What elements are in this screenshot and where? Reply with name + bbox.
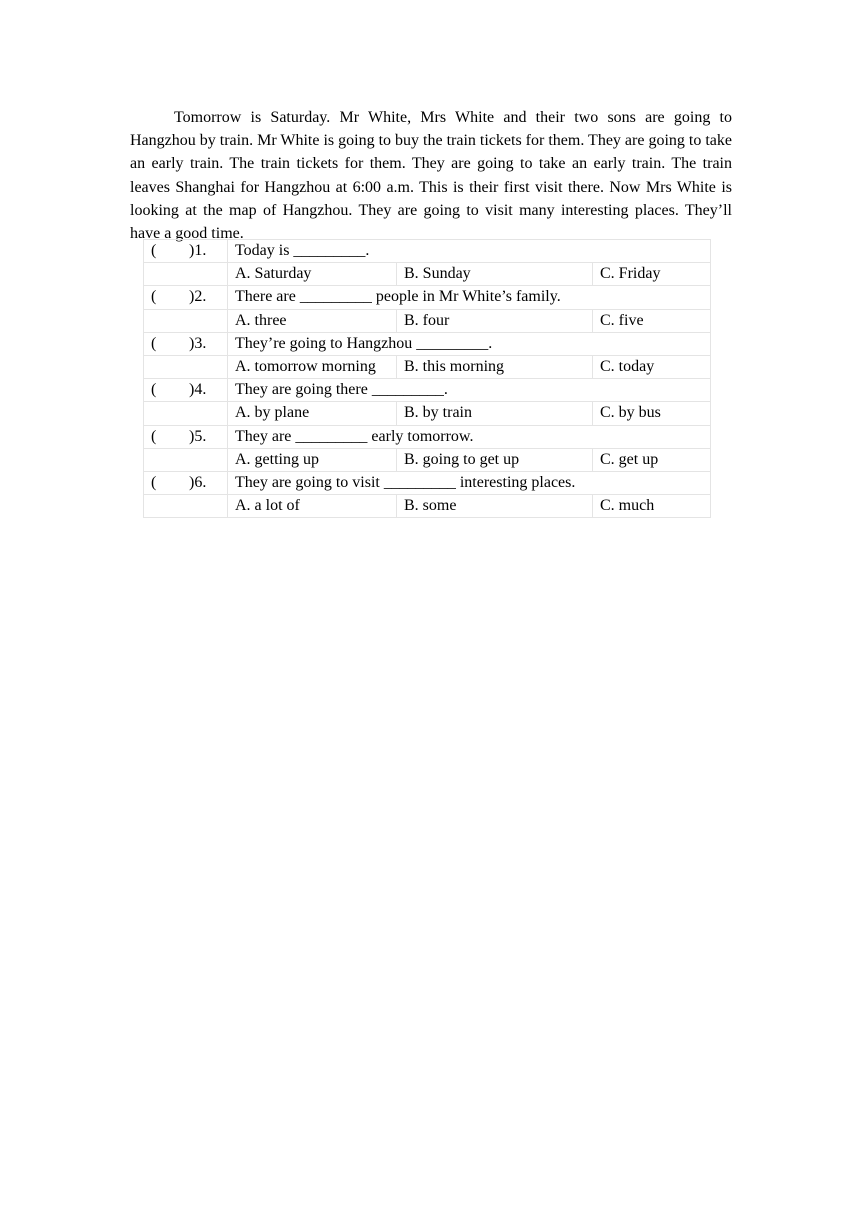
answer-paren: (: [151, 381, 157, 399]
question-number: )3.: [189, 334, 207, 352]
option-b: B. this morning: [397, 355, 593, 378]
option-a: A. tomorrow morning: [228, 355, 397, 378]
question-number: )4.: [189, 381, 207, 399]
option-b: B. four: [397, 309, 593, 332]
empty-cell: [144, 263, 228, 286]
answer-paren: (: [151, 427, 157, 445]
question-number-cell: [144, 425, 228, 448]
option-a: A. getting up: [228, 448, 397, 471]
question-row: [144, 379, 711, 402]
question-number: )5.: [189, 427, 207, 445]
options-row: [144, 402, 711, 425]
option-c: C. by bus: [593, 402, 711, 425]
answer-paren: (: [151, 242, 157, 260]
question-number: )1.: [189, 242, 207, 260]
option-a: A. a lot of: [228, 495, 397, 518]
question-number-cell: [144, 471, 228, 494]
options-row: [144, 263, 711, 286]
option-b: B. going to get up: [397, 448, 593, 471]
empty-cell: [144, 402, 228, 425]
option-a: A. three: [228, 309, 397, 332]
question-row: [144, 240, 711, 263]
options-row: [144, 495, 711, 518]
options-row: [144, 355, 711, 378]
question-stem: They are _________ early tomorrow.: [228, 425, 711, 448]
question-number: )2.: [189, 288, 207, 306]
option-c: C. five: [593, 309, 711, 332]
question-number-cell: [144, 332, 228, 355]
option-a: A. Saturday: [228, 263, 397, 286]
question-row: [144, 332, 711, 355]
options-row: [144, 448, 711, 471]
question-stem: There are _________ people in Mr White’s family.: [228, 286, 711, 309]
option-c: C. Friday: [593, 263, 711, 286]
answer-paren: (: [151, 288, 157, 306]
question-stem: They are going to visit _________ interesting places.: [228, 471, 711, 494]
question-row: [144, 471, 711, 494]
question-number-cell: [144, 286, 228, 309]
option-c: C. get up: [593, 448, 711, 471]
options-row: [144, 309, 711, 332]
option-c: C. today: [593, 355, 711, 378]
question-stem: They’re going to Hangzhou _________.: [228, 332, 711, 355]
question-stem: They are going there _________.: [228, 379, 711, 402]
option-b: B. by train: [397, 402, 593, 425]
option-b: B. Sunday: [397, 263, 593, 286]
answer-paren: (: [151, 473, 157, 491]
option-c: C. much: [593, 495, 711, 518]
option-a: A. by plane: [228, 402, 397, 425]
answer-paren: (: [151, 334, 157, 352]
question-row: [144, 286, 711, 309]
option-b: B. some: [397, 495, 593, 518]
question-number-cell: [144, 240, 228, 263]
empty-cell: [144, 309, 228, 332]
empty-cell: [144, 448, 228, 471]
question-row: [144, 425, 711, 448]
question-stem: Today is _________.: [228, 240, 711, 263]
question-table: [143, 239, 711, 518]
question-number-cell: [144, 379, 228, 402]
reading-passage: Tomorrow is Saturday. Mr White, Mrs White and their two sons are going to Hangzhou by train. Mr White is going to buy the train tickets for them. They are going to take an early train. The train tickets for them. They are going to take an early train. The train leaves Shanghai for Hangzhou at 6:00 a.m. This is their first visit there. Now Mrs White is looking at the map of Hangzhou. They are going to visit many interesting places. They’ll have a good time.: [130, 109, 732, 243]
empty-cell: [144, 355, 228, 378]
question-number: )6.: [189, 473, 207, 491]
empty-cell: [144, 495, 228, 518]
